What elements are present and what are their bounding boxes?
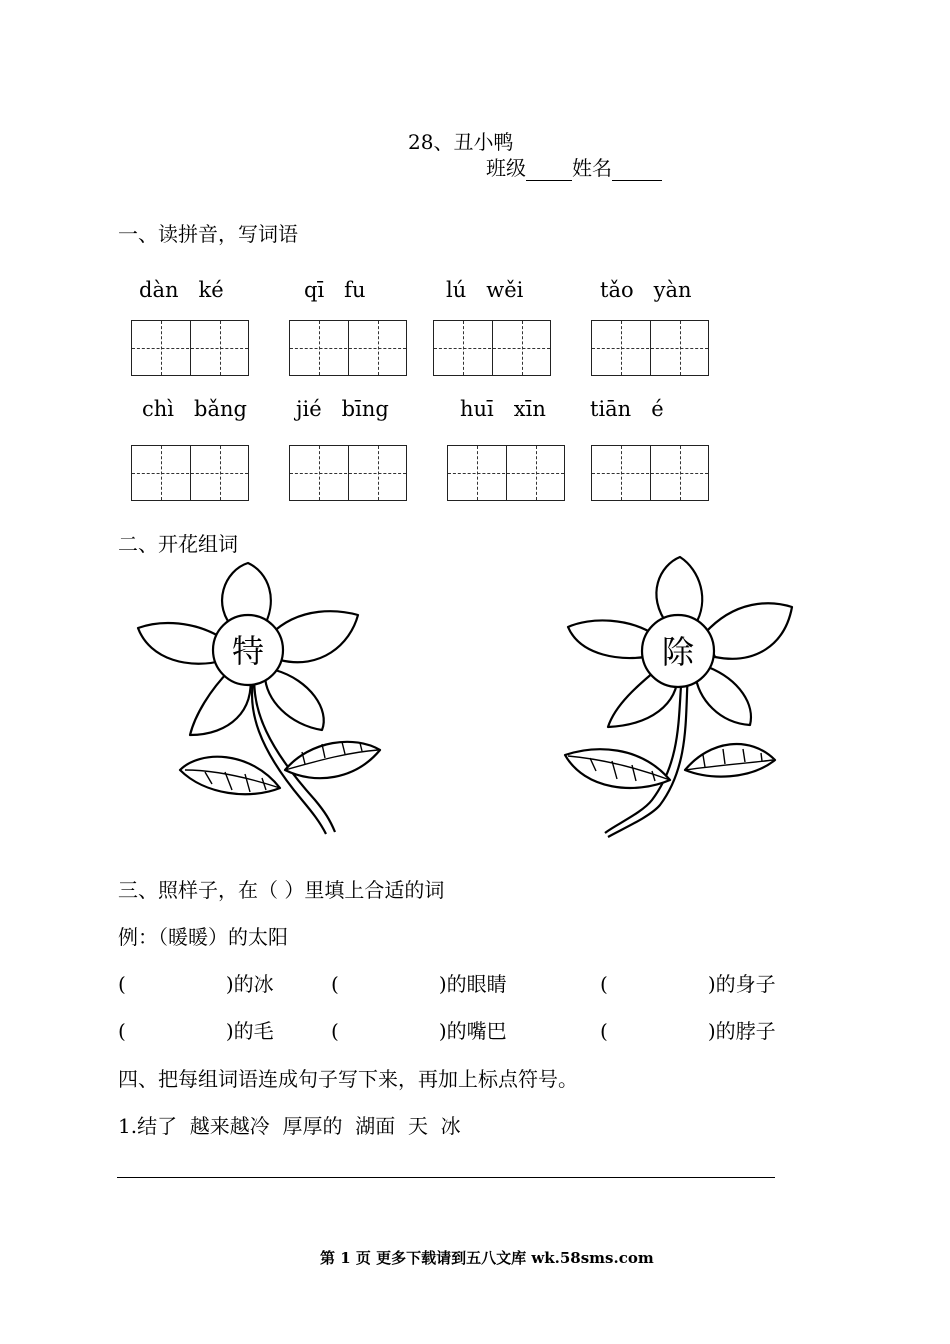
paren-open: ( (331, 972, 339, 996)
paren-close: ) (438, 972, 447, 996)
flower-drawing-2 (560, 555, 800, 845)
paren-close: ) (225, 1019, 234, 1043)
student-info (486, 152, 662, 181)
paren-close: ) (707, 972, 716, 996)
name-label: 姓名 (572, 156, 612, 180)
flower-drawing-1 (130, 560, 390, 840)
paren-open: ( (600, 1019, 608, 1043)
page-footer: 第 1 页 更多下载请到五八文库 wk.58sms.com (320, 1249, 654, 1267)
section1-heading: 一、读拼音，写词语 (118, 222, 298, 246)
paren-open: ( (600, 972, 608, 996)
fill-suffix: 的冰 (233, 972, 274, 996)
fill-blank-5[interactable] (331, 1015, 507, 1044)
fill-blank-6[interactable] (600, 1015, 776, 1044)
writing-grid[interactable] (447, 445, 565, 501)
flower-char-1: 特 (231, 632, 265, 670)
fill-suffix: 的毛 (233, 1019, 274, 1043)
pinyin-row1-2: qī fu (304, 278, 366, 302)
writing-grid[interactable] (433, 320, 551, 376)
flower-char-2: 除 (661, 633, 695, 671)
section3-example: 例：（暖暖）的太阳 (118, 925, 288, 949)
writing-grid[interactable] (591, 445, 709, 501)
class-blank[interactable] (526, 156, 572, 181)
fill-blank-3[interactable] (600, 968, 776, 997)
paren-open: ( (118, 1019, 126, 1043)
fill-suffix: 的嘴巴 (446, 1019, 507, 1043)
pinyin-row1-3: lú wěi (446, 278, 524, 302)
fill-suffix: 的眼睛 (446, 972, 507, 996)
paren-open: ( (118, 972, 126, 996)
section4-item1: 1.结了 越来越冷 厚厚的 湖面 天 冰 (118, 1114, 461, 1138)
fill-blank-2[interactable] (331, 968, 507, 997)
writing-grid[interactable] (591, 320, 709, 376)
pinyin-row2-3: huī xīn (460, 397, 546, 421)
pinyin-row2-1: chì bǎng (142, 397, 247, 421)
section4-heading: 四、把每组词语连成句子写下来，再加上标点符号。 (118, 1067, 578, 1091)
fill-blank-1[interactable] (118, 968, 274, 997)
fill-suffix: 的身子 (715, 972, 776, 996)
writing-grid[interactable] (131, 320, 249, 376)
page-title: 28、丑小鸭 (408, 130, 514, 154)
fill-blank-4[interactable] (118, 1015, 274, 1044)
paren-close: ) (438, 1019, 447, 1043)
section3-heading: 三、照样子，在（ ）里填上合适的词 (118, 878, 445, 902)
pinyin-row2-4: tiān é (590, 397, 664, 421)
writing-grid[interactable] (131, 445, 249, 501)
paren-close: ) (707, 1019, 716, 1043)
pinyin-row1-1: dàn ké (139, 278, 224, 302)
class-label: 班级 (486, 156, 526, 180)
section2-heading: 二、开花组词 (118, 532, 238, 556)
pinyin-row2-2: jié bīng (296, 397, 389, 421)
name-blank[interactable] (612, 156, 662, 181)
paren-close: ) (225, 972, 234, 996)
fill-suffix: 的脖子 (715, 1019, 776, 1043)
pinyin-row1-4: tǎo yàn (600, 278, 692, 302)
writing-grid[interactable] (289, 445, 407, 501)
paren-open: ( (331, 1019, 339, 1043)
writing-grid[interactable] (289, 320, 407, 376)
answer-line[interactable] (117, 1177, 775, 1178)
